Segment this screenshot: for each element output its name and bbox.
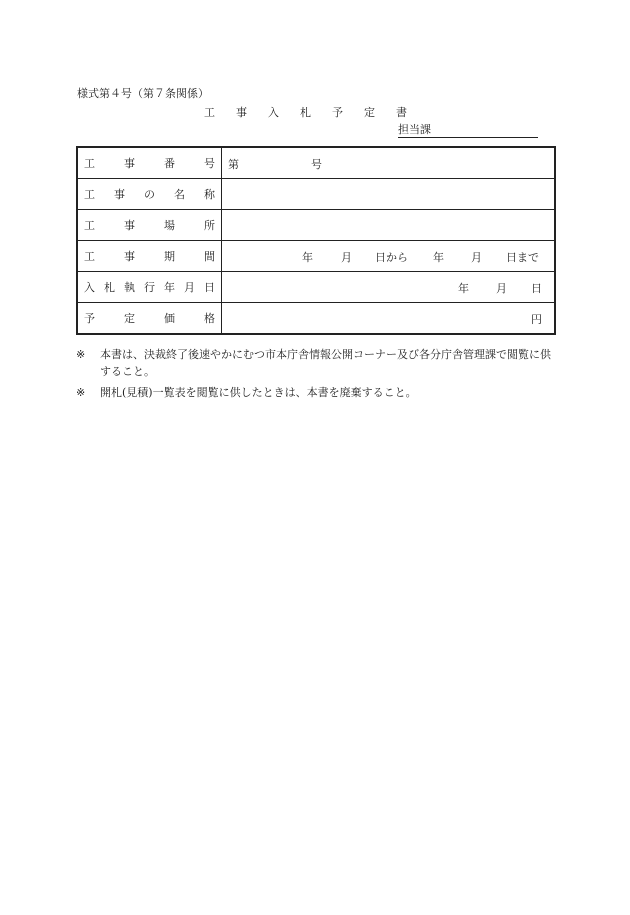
title-char: 工 bbox=[204, 106, 215, 119]
title-char: 書 bbox=[396, 106, 407, 119]
label-char: 工 bbox=[84, 250, 95, 263]
note-text: 本書は、決裁終了後速やかにむつ市本庁舎情報公開コーナー及び各分庁舎管理課で閲覧に供すること。 bbox=[100, 348, 551, 378]
label-char: 工 bbox=[84, 188, 95, 201]
department-field bbox=[398, 123, 538, 138]
number-prefix: 第 bbox=[228, 158, 239, 171]
period-unit: 日まで bbox=[506, 251, 539, 264]
label-char: 期 bbox=[164, 250, 175, 263]
label-char: 事 bbox=[114, 188, 125, 201]
number-suffix: 号 bbox=[311, 158, 322, 171]
table-row bbox=[77, 303, 555, 335]
table-row bbox=[77, 272, 555, 303]
form-number: 様式第４号（第７条関係） bbox=[77, 87, 209, 100]
row-label bbox=[77, 179, 222, 210]
row-label bbox=[77, 210, 222, 241]
label-char: 価 bbox=[164, 312, 175, 325]
title-char: 予 bbox=[332, 106, 343, 119]
department-label: 担当課 bbox=[398, 123, 431, 136]
note-text: 開札(見積)一覧表を閲覧に供したときは、本書を廃棄すること。 bbox=[100, 386, 417, 399]
bid-date-value[interactable] bbox=[222, 272, 556, 303]
label-char: 定 bbox=[124, 312, 135, 325]
label-char: 号 bbox=[204, 157, 215, 170]
construction-location-value[interactable] bbox=[222, 210, 556, 241]
row-label bbox=[77, 147, 222, 179]
label-char: 日 bbox=[204, 281, 215, 294]
row-label bbox=[77, 303, 222, 335]
note-item bbox=[76, 346, 556, 380]
table-row bbox=[77, 179, 555, 210]
construction-number-value[interactable] bbox=[222, 147, 556, 179]
label-char: 工 bbox=[84, 157, 95, 170]
title-char: 札 bbox=[300, 106, 311, 119]
title-char: 定 bbox=[364, 106, 375, 119]
title-char: 事 bbox=[236, 106, 247, 119]
label-char: 称 bbox=[204, 188, 215, 201]
date-unit: 月 bbox=[496, 282, 507, 295]
label-char: 間 bbox=[204, 250, 215, 263]
period-unit: 月 bbox=[341, 251, 352, 264]
date-unit: 日 bbox=[531, 282, 542, 295]
note-mark: ※ bbox=[76, 386, 86, 399]
construction-name-value[interactable] bbox=[222, 179, 556, 210]
date-unit: 年 bbox=[458, 282, 469, 295]
label-char: 入 bbox=[84, 281, 95, 294]
label-char: 格 bbox=[204, 312, 215, 325]
label-char: 予 bbox=[84, 312, 95, 325]
currency-unit: 円 bbox=[531, 313, 542, 326]
period-unit: 年 bbox=[433, 251, 444, 264]
label-char: 月 bbox=[184, 281, 195, 294]
note-item bbox=[76, 384, 556, 401]
label-char: 工 bbox=[84, 219, 95, 232]
table-row bbox=[77, 147, 555, 179]
label-char: 事 bbox=[124, 250, 135, 263]
label-char: 番 bbox=[164, 157, 175, 170]
label-char: 執 bbox=[124, 281, 135, 294]
label-char: 事 bbox=[124, 219, 135, 232]
label-char: 名 bbox=[174, 188, 185, 201]
period-unit: 月 bbox=[471, 251, 482, 264]
period-unit: 日から bbox=[375, 251, 408, 264]
notes bbox=[76, 346, 556, 405]
period-unit: 年 bbox=[302, 251, 313, 264]
document-title bbox=[204, 104, 428, 120]
row-label bbox=[77, 272, 222, 303]
table-row bbox=[77, 210, 555, 241]
label-char: 行 bbox=[144, 281, 155, 294]
label-char: の bbox=[144, 188, 155, 201]
label-char: 事 bbox=[124, 157, 135, 170]
construction-period-value[interactable] bbox=[222, 241, 556, 272]
title-char: 入 bbox=[268, 106, 279, 119]
estimated-price-value[interactable] bbox=[222, 303, 556, 335]
label-char: 年 bbox=[164, 281, 175, 294]
label-char: 所 bbox=[204, 219, 215, 232]
row-label bbox=[77, 241, 222, 272]
table-row bbox=[77, 241, 555, 272]
bid-form-table bbox=[76, 146, 556, 335]
label-char: 場 bbox=[164, 219, 175, 232]
note-mark: ※ bbox=[76, 348, 86, 361]
label-char: 札 bbox=[104, 281, 115, 294]
